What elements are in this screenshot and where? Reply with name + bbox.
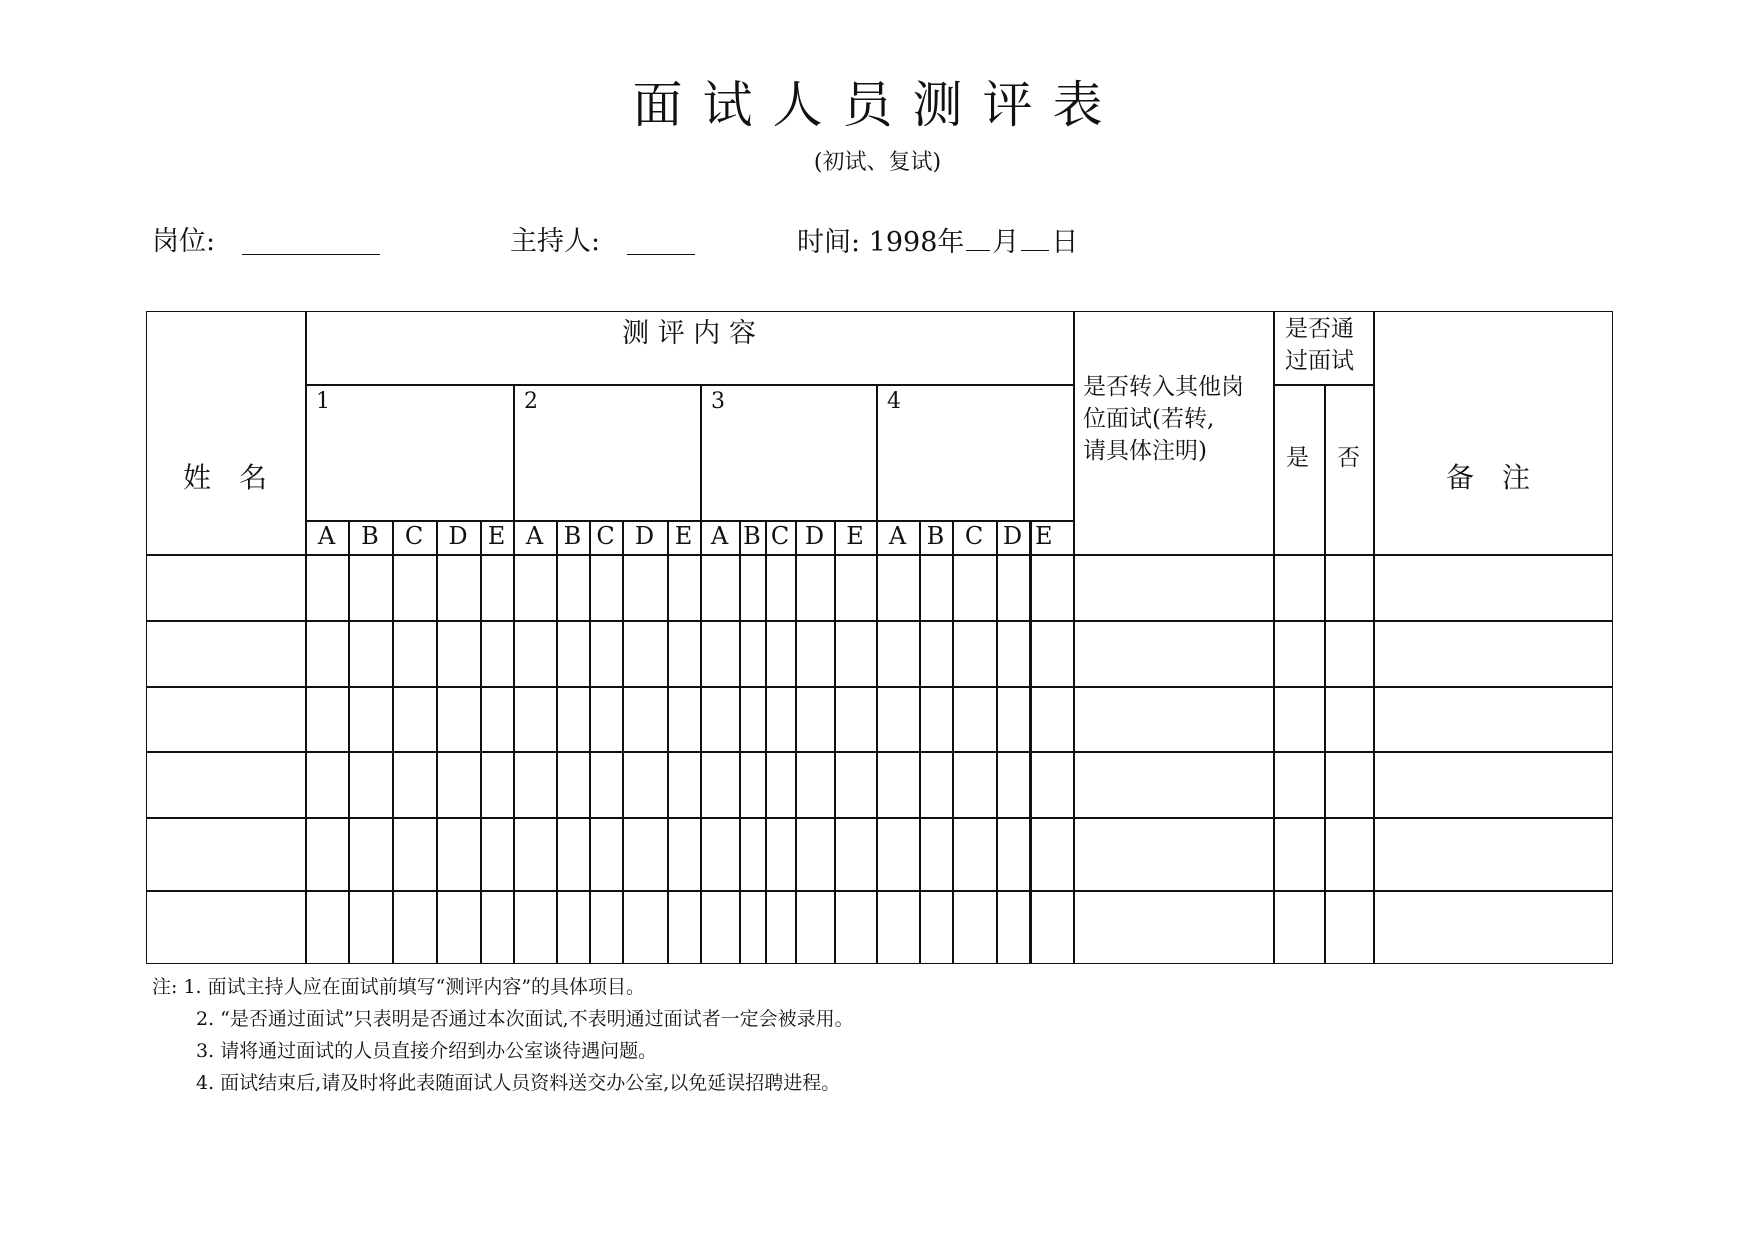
month-blank[interactable] xyxy=(966,228,990,251)
row-line xyxy=(146,751,1613,753)
letter-c: C xyxy=(964,522,984,550)
time-label: 时间: xyxy=(797,227,861,258)
group-label: 4 xyxy=(887,389,901,414)
page-title: 面试人员测评表 xyxy=(632,76,1123,134)
letter-col-line xyxy=(348,520,350,964)
day-unit: 日 xyxy=(1051,227,1079,258)
day-blank[interactable] xyxy=(1021,228,1049,251)
letter-col-line xyxy=(765,520,767,964)
header-bottom-line xyxy=(146,554,1613,556)
letter-d: D xyxy=(1002,522,1023,550)
note-item: 3. 请将通过面试的人员直接介绍到办公室谈待遇问题。 xyxy=(196,1040,658,1062)
letter-a: A xyxy=(888,522,907,550)
name-header: 姓 名 xyxy=(183,461,268,494)
pass-header-line: 是否通 xyxy=(1285,316,1354,342)
letter-e: E xyxy=(674,522,693,550)
letter-e: E xyxy=(846,522,864,550)
letter-col-line xyxy=(436,520,438,964)
yes-no-divider xyxy=(1324,384,1326,964)
letter-c: C xyxy=(596,522,615,550)
group-label: 3 xyxy=(711,389,725,414)
yes-header: 是 xyxy=(1286,445,1309,471)
letter-col-line xyxy=(996,520,998,964)
no-header: 否 xyxy=(1337,445,1360,471)
time-field xyxy=(797,228,1078,256)
letter-col-line xyxy=(589,520,591,964)
content-header: 测 评 内 容 xyxy=(622,318,756,349)
letter-col-line xyxy=(919,520,921,964)
letter-col-line xyxy=(1029,520,1032,964)
group-divider xyxy=(700,384,702,964)
letter-c: C xyxy=(404,522,424,550)
host-blank[interactable] xyxy=(627,228,695,255)
letter-col-line xyxy=(392,520,394,964)
note-item: 4. 面试结束后,请及时将此表随面试人员资料送交办公室,以免延误招聘进程。 xyxy=(196,1072,841,1094)
notes xyxy=(152,971,854,1099)
content-col-end-line xyxy=(1073,311,1075,964)
row-line xyxy=(146,817,1613,819)
letter-b: B xyxy=(361,522,379,550)
transfer-header-line: 是否转入其他岗 xyxy=(1083,374,1244,400)
group-label: 2 xyxy=(524,389,538,414)
letter-col-line xyxy=(622,520,624,964)
letter-e: E xyxy=(1035,522,1053,550)
host-field xyxy=(510,228,695,255)
note-item: 2. “是否通过面试”只表明是否通过本次面试,不表明通过面试者一定会被录用。 xyxy=(196,1008,854,1030)
letter-a: A xyxy=(710,522,729,550)
letter-col-line xyxy=(556,520,558,964)
pass-col-end-line xyxy=(1373,311,1375,964)
pass-header-line: 过面试 xyxy=(1285,348,1354,374)
letter-col-line xyxy=(480,520,482,964)
letter-col-line xyxy=(952,520,954,964)
content-header-line xyxy=(305,384,1073,386)
position-field xyxy=(152,228,380,255)
letter-b: B xyxy=(743,522,761,550)
position-label: 岗位: xyxy=(152,226,216,257)
transfer-header-line: 请具体注明) xyxy=(1083,438,1207,464)
transfer-col-end-line xyxy=(1273,311,1275,964)
letter-d: D xyxy=(804,522,825,550)
group-divider xyxy=(513,384,515,964)
letter-a: A xyxy=(525,522,544,550)
pass-header-line xyxy=(1273,384,1373,386)
group-divider xyxy=(876,384,878,964)
row-line xyxy=(146,890,1613,892)
letter-b: B xyxy=(563,522,582,550)
host-label: 主持人: xyxy=(510,226,601,257)
month-unit: 月 xyxy=(992,227,1020,258)
letter-col-line xyxy=(667,520,669,964)
position-blank[interactable] xyxy=(242,228,380,255)
remark-header: 备 注 xyxy=(1446,461,1531,494)
letter-col-line xyxy=(795,520,797,964)
letter-c: C xyxy=(770,522,790,550)
name-col-line xyxy=(305,311,307,964)
row-line xyxy=(146,686,1613,688)
note-item: 注: 1. 面试主持人应在面试前填写“测评内容”的具体项目。 xyxy=(152,976,646,998)
letter-e: E xyxy=(487,522,506,550)
page-subtitle: (初试、复试) xyxy=(813,150,942,175)
letter-d: D xyxy=(634,522,655,550)
year-unit: 年 xyxy=(937,227,965,258)
evaluation-table xyxy=(146,311,1613,964)
year-value: 1998 xyxy=(868,227,938,258)
group-label: 1 xyxy=(316,389,330,414)
row-line xyxy=(146,620,1613,622)
letter-col-line xyxy=(834,520,836,964)
transfer-header-line: 位面试(若转, xyxy=(1083,406,1215,432)
letter-b: B xyxy=(926,522,945,550)
letter-d: D xyxy=(448,522,468,550)
letter-a: A xyxy=(317,522,336,550)
letter-col-line xyxy=(739,520,741,964)
